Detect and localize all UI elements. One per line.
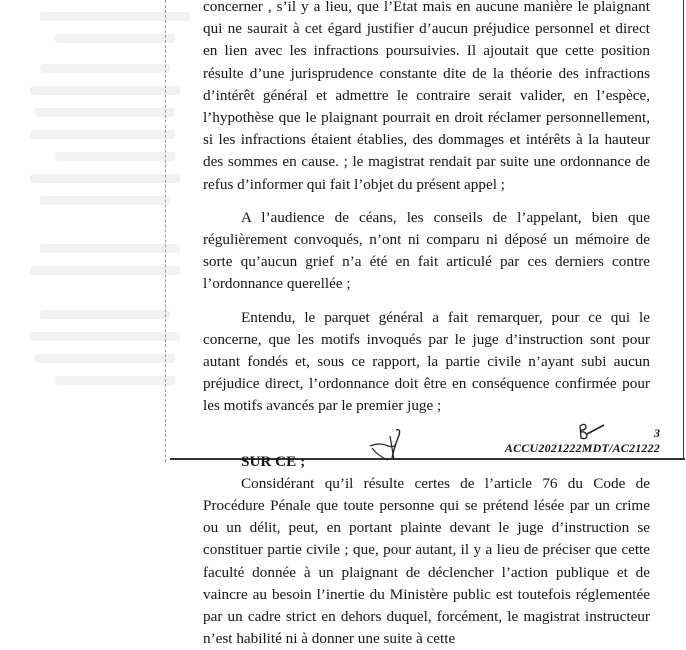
- paragraph-audience: A l’audience de céans, les conseils de l’appelant, bien que régulièrement convoqués, n’ont ni comparu ni déposé un mémoire de sorte qu’aucun grief n’a été en fait articulé par ces derniers contre l’ordonnance querellée ;: [203, 208, 650, 293]
- page-right-border: [683, 0, 684, 460]
- document-reference: ACCU2021222MDT/AC21222: [504, 441, 660, 455]
- document-body: [203, 0, 650, 650]
- page-number: 3: [654, 426, 660, 440]
- section-heading: SUR CE ;: [241, 452, 306, 470]
- paragraph-continued: concerner , s’il y a lieu, que l’Etat mais en aucune manière le plaignant qui ne saurait à cet égard justifier d’aucun préjudice personnel et direct en lien avec les infractions poursuivies. Il ajoutait que cette position résulte d’une jurisprudence constante dite de la théorie des infractions d’intérêt général et admettre le contraire serait valider, en l’espèce, l’hypothèse que le plaignant pourrait en droit réclamer personnellement, si les infractions étaient établies, des dommages et intérêts à la hauteur des sommes en cause. ; le magistrat rendait par suite une ordonnance de refus d’informer qui fait l’objet du présent appel ;: [203, 0, 650, 193]
- paragraph-parquet: Entendu, le parquet général a fait remarquer, pour ce qui le concerne, que les motifs invoqués par le juge d’instruction sont pour autant fondés et, sous ce rapport, la partie civile n’ayant subi aucun préjudice direct, l’ordonnance doit être en conséquence confirmée pour les motifs avancés par le premier juge ;: [203, 308, 650, 415]
- signature-icon: [366, 428, 414, 462]
- paragraph-considerant: Considérant qu’il résulte certes de l’article 76 du Code de Procédure Pénale que toute personne qui se prétend lésée par un crime ou un délit, peut, en portant plainte devant le juge d’instruction se constituer partie civile ; que, pour autant, il y a lieu de préciser que cette faculté donnée à un plaignant de déclencher l’action publique et de vaincre au besoin l’inertie du Ministère public est toutefois réglementée par un cadre strict en dehors duquel, forcément, le magistrat instructeur n’est habilité ni à donner une suite à cette: [203, 474, 650, 648]
- bleed-through-text: [0, 0, 200, 462]
- initials-icon: [577, 420, 607, 442]
- margin-fold-line: [165, 0, 166, 462]
